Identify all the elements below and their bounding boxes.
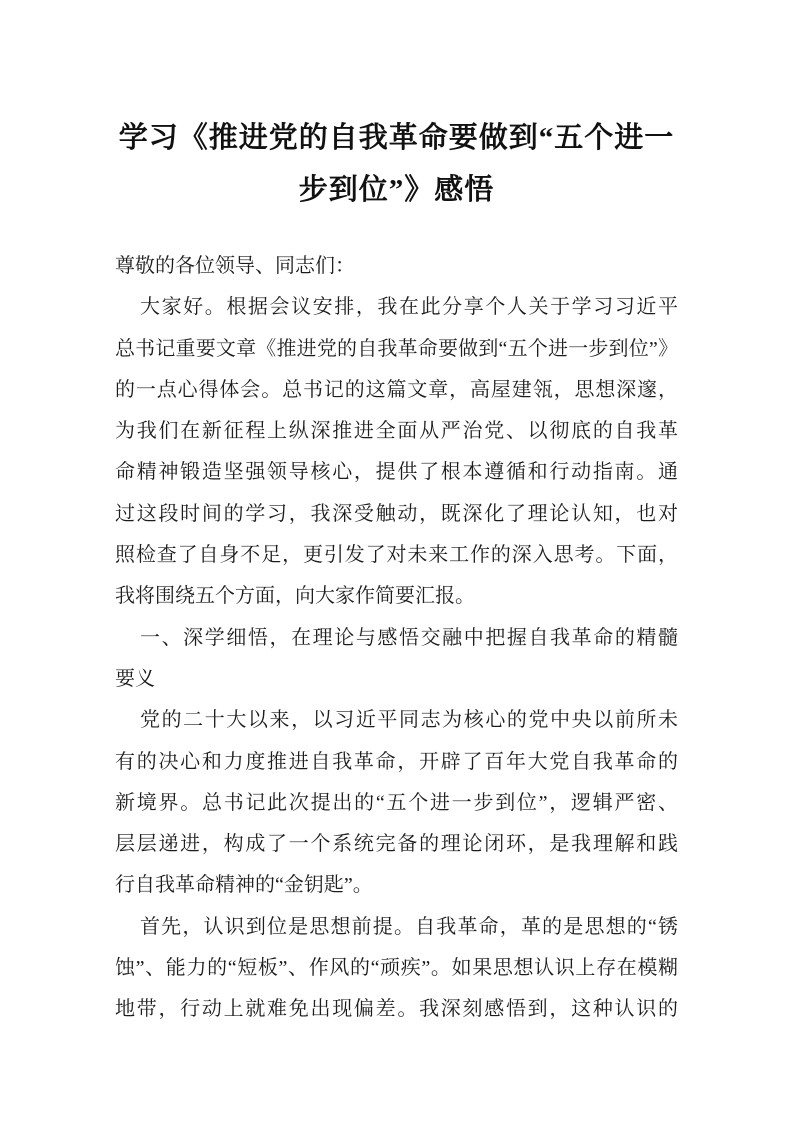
text-line: 过这段时间的学习，我深受触动，既深化了理论认知，也对 bbox=[115, 502, 678, 525]
text-line: 命精神锻造坚强领导核心，提供了根本遵循和行动指南。通 bbox=[115, 461, 678, 484]
text-line: 地带，行动上就难免出现偏差。我深刻感悟到，这种认识的 bbox=[115, 998, 678, 1021]
text-line: 行自我革命精神的“金钥匙”。 bbox=[115, 874, 373, 897]
text-line: 首先，认识到位是思想前提。自我革命，革的是思想的“锈 bbox=[140, 915, 678, 938]
text-line: 一、深学细悟，在理论与感悟交融中把握自我革命的精髓 bbox=[140, 626, 678, 649]
text-line: 党的二十大以来，以习近平同志为核心的党中央以前所未 bbox=[140, 709, 678, 732]
text-line: 为我们在新征程上纵深推进全面从严治党、以彻底的自我革 bbox=[115, 420, 678, 443]
title-line-1: 学习《推进党的自我革命要做到“五个进一 bbox=[118, 122, 675, 154]
text-line: 有的决心和力度推进自我革命，开辟了百年大党自我革命的 bbox=[115, 750, 678, 773]
text-line: 蚀”、能力的“短板”、作风的“顽疾”。如果思想认识上存在模糊 bbox=[115, 957, 678, 980]
text-line: 的一点心得体会。总书记的这篇文章，高屋建瓴，思想深邃， bbox=[115, 378, 678, 401]
document-body bbox=[115, 246, 678, 1031]
text-line: 我将围绕五个方面，向大家作简要汇报。 bbox=[115, 585, 475, 608]
text-line: 总书记重要文章《推进党的自我革命要做到“五个进一步到位”》 bbox=[115, 337, 678, 360]
text-line: 层层递进，构成了一个系统完备的理论闭环，是我理解和践 bbox=[115, 833, 678, 856]
text-line: 照检查了自身不足，更引发了对未来工作的深入思考。下面， bbox=[115, 544, 678, 567]
title-line-2: 步到位”》感悟 bbox=[298, 174, 495, 206]
text-line: 要义 bbox=[115, 667, 155, 690]
text-line: 新境界。总书记此次提出的“五个进一步到位”，逻辑严密、 bbox=[115, 791, 678, 814]
text-line: 大家好。根据会议安排，我在此分享个人关于学习习近平 bbox=[140, 296, 678, 319]
document-title bbox=[115, 112, 678, 216]
text-line: 尊敬的各位领导、同志们： bbox=[115, 255, 355, 277]
